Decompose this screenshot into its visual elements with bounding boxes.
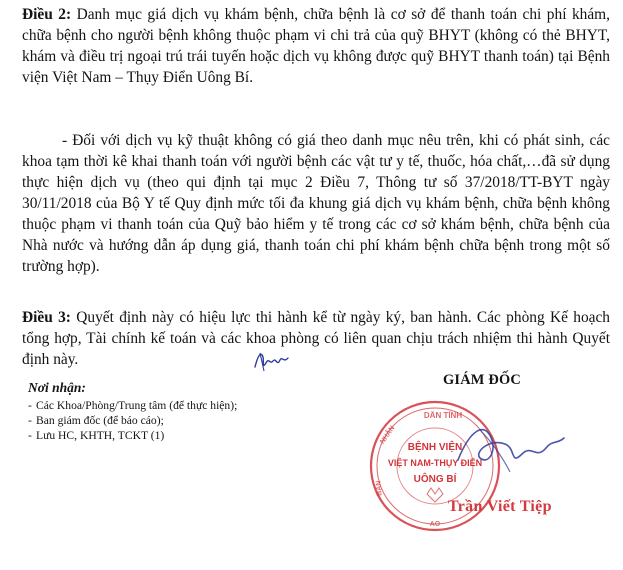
article-2-label: Điều 2:: [22, 6, 72, 23]
director-title: GIÁM ĐỐC: [443, 372, 521, 388]
recipients-block: [28, 380, 328, 443]
recipient-item: - Lưu HC, KHTH, TCKT (1): [28, 428, 328, 443]
article-2-paragraph: [22, 4, 610, 88]
director-name: Trần Viết Tiệp: [448, 498, 552, 515]
article-2-note: - Đối với dịch vụ kỹ thuật không có giá theo danh mục nêu trên, khi có phát sinh, các khoa tạm thời kê khai thanh toán với người bệnh các vật tư y tế, thuốc, hóa chất,…đã sử dụng thực hiện dịch vụ (theo qui định tại mục 2 Điều 7, Thông tư số 37/2018/TT-BYT ngày 30/11/2018 của Bộ Y tế Quy định mức tối đa khung giá dịch vụ khám bệnh, chữa bệnh không thuộc phạm vi thanh toán của Quỹ bảo hiểm y tế trong các cơ sở khám bệnh, chữa bệnh của Nhà nước và hướng dẫn áp dụng giá, thanh toán chi phí khám bệnh chữa bệnh trong một số trường hợp).: [22, 132, 610, 275]
recipient-item: - Các Khoa/Phòng/Trung tâm (để thực hiện);: [28, 398, 328, 413]
seal-line-1: BỆNH VIỆN: [407, 442, 463, 453]
article-3-paragraph: [22, 307, 610, 370]
seal-ring-left: NHÂN: [379, 424, 397, 446]
director-signature: [450, 410, 570, 480]
seal-ring-bottom: AO: [429, 521, 441, 528]
article-2-text: Danh mục giá dịch vụ khám bệnh, chữa bệnh là cơ sở để thanh toán chi phí khám, chữa bệnh cho người bệnh không thuộc phạm vi chi trả của quỹ BHYT (không có thẻ BHYT, khám và điều trị ngoại trú trái tuyến hoặc dịch vụ không được quỹ BHYT thanh toán) tại Bệnh viện Việt Nam – Thụy Điển Uông Bí.: [22, 6, 611, 86]
recipients-list: [28, 398, 328, 443]
article-3-text: Quyết định này có hiệu lực thi hành kể từ ngày ký, ban hành. Các phòng Kế hoạch tổng hợp, Tài chính kế toán và các khoa phòng có liên quan chịu trách nhiệm thi hành Quyết định này.: [22, 309, 610, 368]
seal-ring-top: DÂN TỈNH: [423, 411, 463, 420]
seal-line-3: UÔNG BÍ: [413, 474, 457, 485]
seal-ring-left2: BAN: [375, 480, 384, 496]
recipients-title: Nơi nhận:: [28, 380, 86, 395]
initials-mark: [252, 345, 292, 375]
recipient-item: - Ban giám đốc (để báo cáo);: [28, 413, 328, 428]
seal-line-2: VIỆT NAM-THỤY ĐIỂN: [387, 458, 483, 468]
article-3-label: Điều 3:: [22, 309, 71, 326]
